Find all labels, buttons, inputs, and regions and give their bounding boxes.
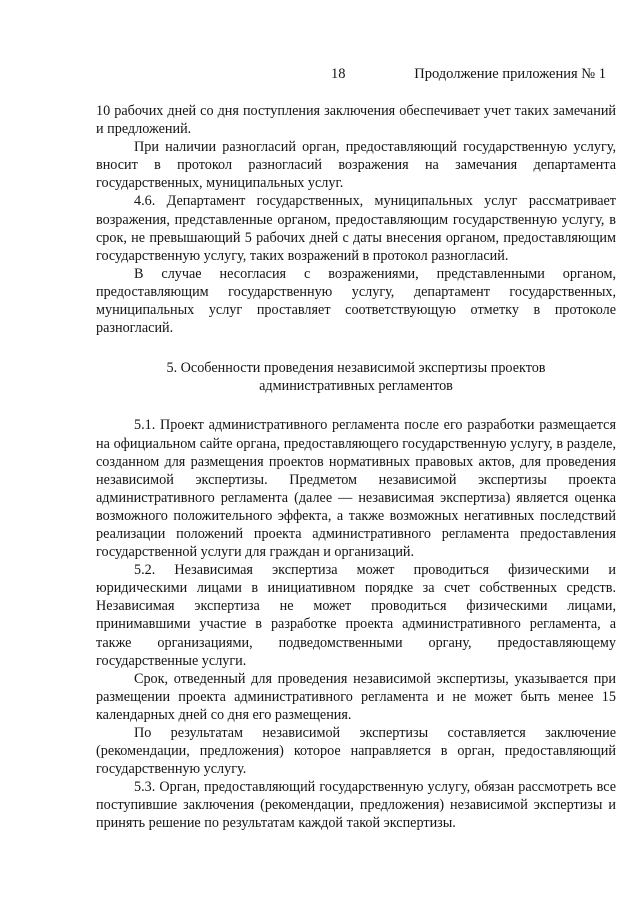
- paragraph-4-6: 4.6. Департамент государственных, муниципальных услуг рассматривает возражения, представленные органом, предоставляющим государственную услугу, в срок, не превышающий 5 рабочих дней с даты внесения органом, предоставляющим государственную услугу, таких возражений в протокол разногласий.: [96, 193, 616, 264]
- paragraph-continued: 10 рабочих дней со дня поступления заключения обеспечивает учет таких замечаний и предложений.: [96, 103, 616, 138]
- heading-line-1: 5. Особенности проведения независимой экспертизы проектов: [166, 360, 546, 377]
- paragraph: В случае несогласия с возражениями, представленными органом, предоставляющим государственную услугу, департамент государственных, муниципальных услуг проставляет соответствующую отметку в протоколе разногласий.: [96, 265, 616, 337]
- paragraph: Срок, отведенный для проведения независимой экспертизы, указывается при размещении проекта административного регламента и не может быть менее 15 календарных дней со дня его размещения.: [96, 670, 616, 723]
- running-title: Продолжение приложения № 1: [414, 66, 606, 82]
- section-5-heading: [96, 359, 616, 395]
- paragraph-5-1: 5.1. Проект административного регламента после его разработки размещается на официальном сайте органа, предоставляющего государственную услугу, в разделе, созданном для размещения проектов нормативных правовых актов, для проведения независимой экспертизы. Предметом независимой экспертизы проекта административного регламента (далее — независимая экспертиза) является оценка возможного положительного эффекта, а также возможных негативных последствий реализации положений проекта административного регламента предоставления государственной услуги для граждан и организаций.: [96, 417, 616, 561]
- page-number: 18: [331, 66, 346, 82]
- paragraph-5-3: 5.3. Орган, предоставляющий государственную услугу, обязан рассмотреть все поступившие заключения (рекомендации, предложения) независимой экспертизы и принять решение по результатам каждой такой экспертизы.: [96, 779, 616, 832]
- paragraph: При наличии разногласий орган, предоставляющий государственную услугу, вносит в протокол разногласий возражения на замечания департамента государственных, муниципальных услуг.: [96, 139, 616, 192]
- paragraph: По результатам независимой экспертизы составляется заключение (рекомендации, предложения) которое направляется в орган, предоставляющий государственную услугу.: [96, 725, 616, 778]
- paragraph-5-2: 5.2. Независимая экспертиза может проводиться физическими и юридическими лицами в инициативном порядке за счет собственных средств. Независимая экспертиза не может проводиться физическими лицами, принимавшими участие в разработке проекта административного регламента, а также организациями, подведомственными органу, предоставляющему государственные услуги.: [96, 562, 616, 669]
- document-body: [96, 102, 616, 833]
- heading-line-2: административных регламентов: [259, 378, 453, 395]
